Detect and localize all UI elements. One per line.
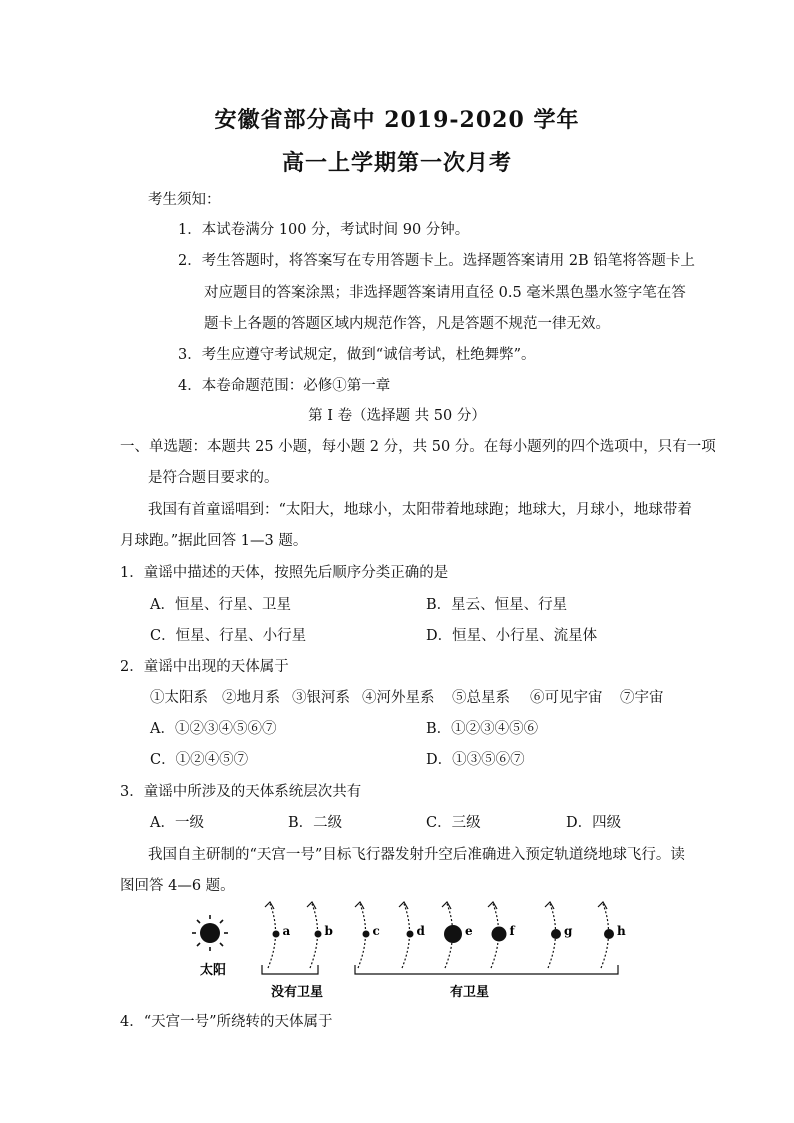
sun-icon xyxy=(192,915,228,951)
question-2-item-5: ⑤总星系 xyxy=(452,690,510,706)
planet-c xyxy=(363,931,370,938)
planet-label-b: b xyxy=(324,924,333,938)
question-2-item-1: ①太阳系 xyxy=(150,690,208,706)
no-satellite-label: 没有卫星 xyxy=(271,985,324,1000)
planet-d xyxy=(407,931,414,938)
passage1-line-a: 我国有首童谣唱到：“太阳大，地球小，太阳带着地球跑；地球大，月球小，地球带着 xyxy=(148,502,692,518)
arrow-icon xyxy=(598,902,607,909)
planet-label-a: a xyxy=(282,924,291,938)
question-2-item-7: ⑦宇宙 xyxy=(620,690,664,706)
planet-label-g: g xyxy=(564,924,573,938)
question-2-option-a: A．①②③④⑤⑥⑦ xyxy=(150,721,277,737)
section-title: 第 I 卷（选择题 共 50 分） xyxy=(308,408,486,424)
arrow-icon xyxy=(355,902,364,909)
question-1-option-a: A．恒星、行星、卫星 xyxy=(150,597,291,613)
question-1-option-b: B．星云、恒星、行星 xyxy=(426,597,568,613)
question-1-option-d: D．恒星、小行星、流星体 xyxy=(426,628,598,644)
question-1-stem: 1．童谣中描述的天体，按照先后顺序分类正确的是 xyxy=(120,565,449,581)
planet-label-d: d xyxy=(416,924,425,938)
question-3-option-a: A．一级 xyxy=(150,815,204,831)
passage2-line-a: 我国自主研制的“天宫一号”目标飞行器发射升空后准确进入预定轨道绕地球飞行。读 xyxy=(148,847,685,863)
section-instruction-b: 是符合题目要求的。 xyxy=(148,470,279,486)
arrow-icon xyxy=(399,902,408,909)
question-2-item-6: ⑥可见宇宙 xyxy=(530,690,603,706)
arrow-icon xyxy=(307,902,316,909)
has-satellite-label: 有卫星 xyxy=(450,985,490,1000)
planet-h xyxy=(604,929,614,939)
question-2-option-d: D．①③⑤⑥⑦ xyxy=(426,752,525,768)
question-2-item-3: ③银河系 xyxy=(292,690,350,706)
has-satellite-bracket xyxy=(355,965,618,974)
question-2-option-c: C．①②④⑤⑦ xyxy=(150,752,249,768)
question-3-stem: 3．童谣中所涉及的天体系统层次共有 xyxy=(120,784,362,800)
notice-item-1: 1．本试卷满分 100 分，考试时间 90 分钟。 xyxy=(178,222,470,238)
question-3-option-c: C．三级 xyxy=(426,815,481,831)
planet-e xyxy=(444,925,462,943)
exam-subtitle: 高一上学期第一次月考 xyxy=(281,150,512,176)
question-1-option-c: C．恒星、行星、小行星 xyxy=(150,628,307,644)
exam-title: 安徽省部分高中 2019-2020 学年 xyxy=(214,107,580,133)
no-satellite-bracket xyxy=(262,965,318,974)
planet-markers xyxy=(273,924,627,943)
planet-label-h: h xyxy=(617,924,626,938)
arrow-icon xyxy=(545,902,554,909)
notice-item-3: 3．考生应遵守考试规定，做到“诚信考试，杜绝舞弊”。 xyxy=(178,347,536,363)
passage2-line-b: 图回答 4—6 题。 xyxy=(120,878,235,894)
passage1-line-b: 月球跑。”据此回答 1—3 题。 xyxy=(120,533,308,549)
question-3-option-b: B．二级 xyxy=(288,815,343,831)
section-instruction-a: 一、单选题：本题共 25 小题，每小题 2 分，共 50 分。在每小题列的四个选项中，只有一项 xyxy=(120,439,716,455)
notice-item-2a: 2．考生答题时，将答案写在专用答题卡上。选择题答案请用 2B 铅笔将答题卡上 xyxy=(178,253,695,269)
question-2-item-2: ②地月系 xyxy=(222,690,280,706)
notice-item-2c: 题卡上各题的答题区域内规范作答，凡是答题不规范一律无效。 xyxy=(204,316,610,332)
planet-b xyxy=(315,931,322,938)
planet-f xyxy=(492,927,507,942)
question-2-item-4: ④河外星系 xyxy=(362,690,435,706)
sun-label: 太阳 xyxy=(200,963,227,978)
arrow-icon xyxy=(488,902,497,909)
notice-heading: 考生须知： xyxy=(148,192,221,208)
question-3-option-d: D．四级 xyxy=(566,815,622,831)
arrow-icon xyxy=(265,902,274,909)
notice-item-4: 4．本卷命题范围：必修①第一章 xyxy=(178,378,391,394)
question-2-option-b: B．①②③④⑤⑥ xyxy=(426,721,539,737)
planet-g xyxy=(551,929,561,939)
question-4-stem: 4．“天宫一号”所绕转的天体属于 xyxy=(120,1014,333,1030)
planet-label-e: e xyxy=(465,924,473,938)
notice-item-2b: 对应题目的答案涂黑；非选择题答案请用直径 0.5 毫米黑色墨水签字笔在答 xyxy=(204,285,686,301)
question-2-stem: 2．童谣中出现的天体属于 xyxy=(120,659,289,675)
planet-label-c: c xyxy=(372,924,380,938)
arrow-icon xyxy=(442,902,451,909)
planet-label-f: f xyxy=(509,924,515,938)
planet-a xyxy=(273,931,280,938)
